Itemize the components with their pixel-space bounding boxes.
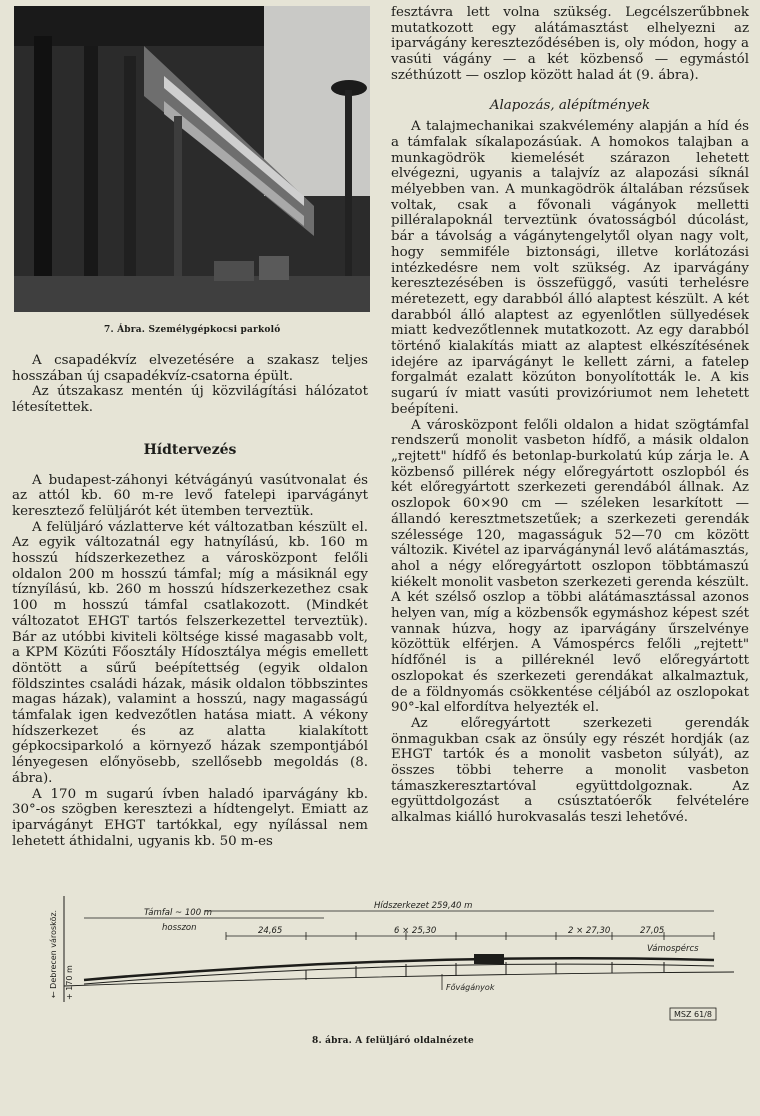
label-tamfal: Támfal ~ 100 m <box>144 908 213 918</box>
label-vamospercs: Vámospércs <box>647 944 699 954</box>
left-column <box>12 353 368 849</box>
figure-7-caption: 7. Ábra. Személygépkocsi parkoló <box>104 325 281 335</box>
paragraph: A felüljáró vázlatterve két változatban készült el. Az egyik változatnál egy hatnyílású, kb. 160 m hosszú hídszerkezethez a városközpont felőli oldalon 200 m hosszú támfal; míg a másiknál egy tíznyílású, kb. 260 m hosszú hídszerkezethez csak 100 m hosszú támfal csatlakozott. (Mindkét változatot EHGT tartós felszerkezettel terveztük). Bár az utóbbi kiviteli költsége kissé magasabb volt, a KPM Közúti Főosztály Hídosztálya mégis emellett döntött a sűrű beépítettség (egyik oldalon földszintes családi házak, másik oldalon többszintes magas házak), valamint a hosszú, nagy magasságú támfalak igen kedvezőtlen hatása miatt. A vékony hídszerkezet és az alatta kialakított gépkocsiparkoló a környező házak szempontjából lényegesen előnyösebb, szellősebb megoldás (8. ábra). <box>12 519 368 786</box>
figure-8-caption: 8. ábra. A felüljáró oldalnézete <box>312 1036 474 1046</box>
label-fovonal: Fővágányok <box>446 983 495 992</box>
label-dim-3: 2 × 27,30 <box>568 926 611 936</box>
bridge-deck-lower <box>84 964 714 984</box>
central-support-block <box>474 954 504 964</box>
paragraph-lighting: Az útszakasz mentén új közvilágítási hálózatot létesítettek. <box>12 384 368 416</box>
label-dim-2: 6 × 25,30 <box>394 926 437 936</box>
label-elevation: + 170 m <box>65 965 74 1000</box>
paragraph: A budapest-záhonyi kétvágányú vasútvonalat és az attól kb. 60 m-re levő fatelepi iparvágányt keresztező felüljárót két ütemben terveztük. <box>12 472 368 519</box>
label-dim-4: 27,05 <box>640 926 665 936</box>
label-hidszerkezet: Hídszerkezet 259,40 m <box>374 901 473 911</box>
right-column <box>391 5 749 826</box>
paragraph: A talajmechanikai szakvélemény alapján a híd és a támfalak síkalapozásúak. A homokos talajban a munkagödrök kiemelését szárazon lehetett elvégezni, ugyanis a talajvíz az alapozási síknál mélyebben van. A munkagödrök általában rézsűsek voltak, csak a fővonali vágányok melletti pilléralapoknál terveztünk óvatosságból dúcolást, bár a távolság a vágánytengelytől olyan nagy volt, hogy semmiféle biztonsági, illetve korlátozási intézkedésre nem volt szükség. Az iparvágány keresztezésében is összefüggő, vasúti terhelésre méretezett, egy darabból álló alaptest készült. A két darabból álló alaptest az egyenlőtlen süllyedések miatt kedvezőtlennek mutatkozott. Az egy darabból történő kialakítás miatt az alaptest elkészítésének idejére az iparvágányt le kellett zárni, a fatelep forgalmát ezalatt közúton bonyolították le. A kis sugarú ív miatt vasúti provizóriumot nem lehetett beépíteni. <box>391 119 749 417</box>
paragraph-drainage: A csapadékvíz elvezetésére a szakasz teljes hosszában új csapadékvíz-csatorna épült. <box>12 353 368 384</box>
parking-photo-illustration <box>14 6 370 312</box>
label-msz: MSZ 61/8 <box>674 1010 712 1019</box>
figure-8-side-view-drawing <box>44 894 744 1026</box>
section-heading-bridge-design: Hídtervezés <box>143 441 237 458</box>
label-debrecen: ← Debrecen városköz. <box>49 909 58 999</box>
paragraph: Az előregyártott szerkezeti gerendák önmagukban csak az önsúly egy részét hordják (az EHGT tartók és a monolit vasbeton súlyát), az összes többi teherre a monolit vasbeton támaszkeresztartóval együttdolgoznak. Az együttdolgozást a csúsztatóerők felvételére alkalmas kiálló hurokvasalás teszi lehetővé. <box>391 715 749 826</box>
paragraph: A 170 m sugarú ívben haladó iparvágány kb. 30°-os szögben keresztezi a hídtengelyt. Emiatt az iparvágányt EHGT tartókkal, egy nyílással nem lehetett áthidalni, ugyanis kb. 50 m-es <box>12 786 368 849</box>
label-hosszon: hosszon <box>162 923 197 933</box>
paragraph: A városközpont felőli oldalon a hidat szögtámfal rendszerű monolit vasbeton hídfő, a másik oldalon „rejtett" hídfő és betonlap-burkolatú kúp zárja le. A közbenső pillérek négy előregyártott oszlopból és két előregyártott szerkezeti gerendából állnak. Az oszlopok 60×90 cm — széleken lesarkított — állandó keresztmetszetűek; a szerkezeti gerendák szélessége 120, magasságuk 52—70 cm között változik. Kivétel az iparvágánynál levő alátámasztás, ahol a négy előregyártott oszlopon többtámaszú kiékelt monolit vasbeton szerkezeti gerenda készült. A két szélső oszlop a többi alátámasztással azonos helyen van, míg a közbensők egymáshoz képest szét vannak húzva, hogy az iparvágány űrszelvénye közöttük elférjen. A Vámospércs felőli „rejtett" hídfőnél is a pilléreknél levő előregyártott oszlopokat és szerkezeti gerendákat alkalmaztuk, de a földnyomás csökkentése céljából az oszlopokat 90°-kal elfordítva helyezték el. <box>391 417 749 716</box>
paragraph-continued: fesztávra lett volna szükség. Legcélszerűbbnek mutatkozott egy alátámasztást elhelyezni az iparvágány kereszteződésében is, oly módon, hogy a vasúti vágány — a két közbenső — egymástól széthúzott — oszlop között halad át (9. ábra). <box>391 5 749 83</box>
section-heading-foundation: Alapozás, alépítmények <box>489 97 651 113</box>
label-dim-1: 24,65 <box>258 926 283 936</box>
figure-7-photo <box>14 6 370 312</box>
